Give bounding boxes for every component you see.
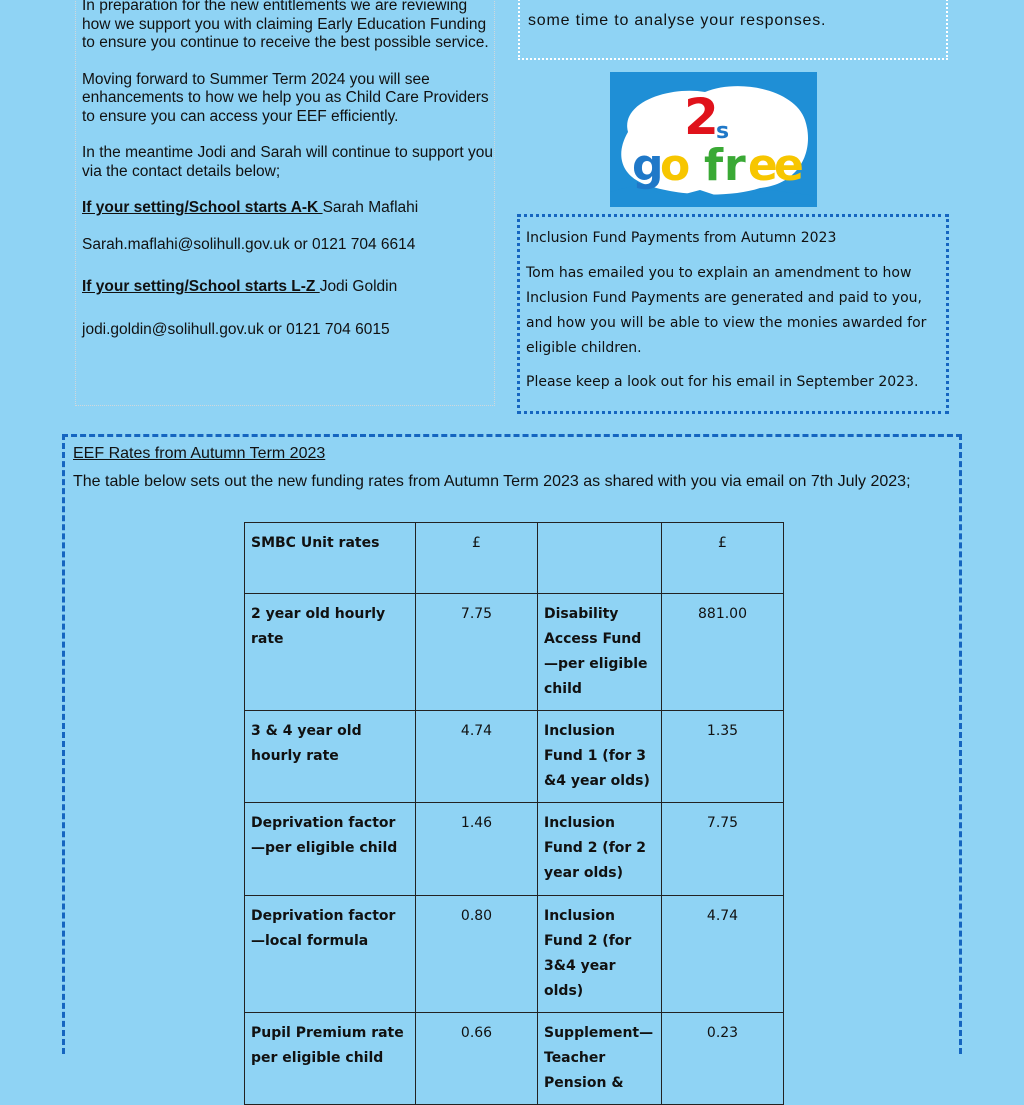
rate-label: Inclusion Fund 2 (for 2 year olds) [538, 803, 662, 896]
rate-value: 1.46 [416, 803, 538, 896]
inclusion-fund-box [517, 214, 949, 414]
a-k-heading: If your setting/School starts A-K [82, 199, 323, 216]
logo-letter-o: o [660, 140, 691, 191]
logo-numeral: 2 [684, 88, 719, 146]
l-z-contact-details[interactable]: jodi.goldin@solihull.gov.uk or 0121 704 6015 [82, 320, 390, 338]
rate-label: Supplement—Teacher Pension & [538, 1013, 662, 1105]
rate-value: 881.00 [662, 594, 784, 711]
survey-box [518, 0, 948, 60]
logo-letter-f: f [704, 140, 724, 191]
intro-paragraph: In preparation for the new entitlements we are reviewing how we support you with claiming Early Education Funding to ensure you continue to receive the best possible service. [82, 0, 489, 51]
inclusion-fund-note: Please keep a look out for his email in September 2023. [526, 374, 919, 390]
rates-table [244, 522, 784, 1105]
header-cell [538, 523, 662, 594]
eef-rates-section [62, 434, 962, 1091]
rate-value: 7.75 [662, 803, 784, 896]
table-row [245, 1013, 784, 1105]
rate-value: 1.35 [662, 711, 784, 803]
rate-label: Pupil Premium rate per eligible child [245, 1013, 416, 1105]
l-z-name: Jodi Goldin [319, 278, 398, 295]
header-cell: £ [416, 523, 538, 594]
table-row [245, 896, 784, 1013]
header-cell: £ [662, 523, 784, 594]
rate-value: 7.75 [416, 594, 538, 711]
logo-letter-e1: e [748, 140, 778, 191]
a-k-contact-details[interactable]: Sarah.maflahi@solihull.gov.uk or 0121 704 6614 [82, 235, 416, 253]
a-k-name: Sarah Maflahi [322, 199, 419, 216]
logo-letter-r: r [724, 140, 746, 191]
logo-graphic [610, 72, 817, 207]
rate-label: 2 year old hourly rate [245, 594, 416, 711]
l-z-heading: If your setting/School starts L-Z [82, 278, 320, 295]
table-header-row [245, 523, 784, 594]
rate-value: 4.74 [662, 896, 784, 1013]
table-row [245, 711, 784, 803]
rate-value: 0.66 [416, 1013, 538, 1105]
inclusion-fund-title: Inclusion Fund Payments from Autumn 2023 [526, 230, 837, 246]
twos-go-free-logo [610, 72, 817, 207]
inclusion-fund-body: Tom has emailed you to explain an amendment to how Inclusion Fund Payments are generated and paid to you, and how you will be able to view the monies awarded for eligible children. [526, 265, 927, 356]
eef-rates-intro: The table below sets out the new funding rates from Autumn Term 2023 as shared with you via email on 7th July 2023; [73, 473, 911, 490]
rate-label: Inclusion Fund 2 (for 3&4 year olds) [538, 896, 662, 1013]
rate-value: 0.80 [416, 896, 538, 1013]
l-z-contact-line [82, 278, 494, 297]
survey-text: some time to analyse your responses. [528, 12, 827, 29]
table-row [245, 594, 784, 711]
rate-label: Disability Access Fund—per eligible child [538, 594, 662, 711]
table-row [245, 803, 784, 896]
rate-value: 4.74 [416, 711, 538, 803]
rate-label: Deprivation factor—local formula [245, 896, 416, 1013]
rate-label: Deprivation factor—per eligible child [245, 803, 416, 896]
logo-suffix: s [716, 119, 730, 144]
a-k-contact-line [82, 199, 494, 218]
logo-letter-e2: e [774, 140, 804, 191]
header-cell: SMBC Unit rates [245, 523, 416, 594]
rate-label: Inclusion Fund 1 (for 3 &4 year olds) [538, 711, 662, 803]
summer-term-paragraph: Moving forward to Summer Term 2024 you will see enhancements to how we help you as Child Care Providers to ensure you can access your EEF efficiently. [82, 70, 489, 125]
rate-value: 0.23 [662, 1013, 784, 1105]
contacts-intro-paragraph: In the meantime Jodi and Sarah will continue to support you via the contact details below; [82, 144, 493, 180]
funding-support-box [75, 0, 495, 406]
eef-rates-heading: EEF Rates from Autumn Term 2023 [73, 445, 326, 462]
rate-label: 3 & 4 year old hourly rate [245, 711, 416, 803]
logo-letter-g: g [632, 140, 664, 191]
